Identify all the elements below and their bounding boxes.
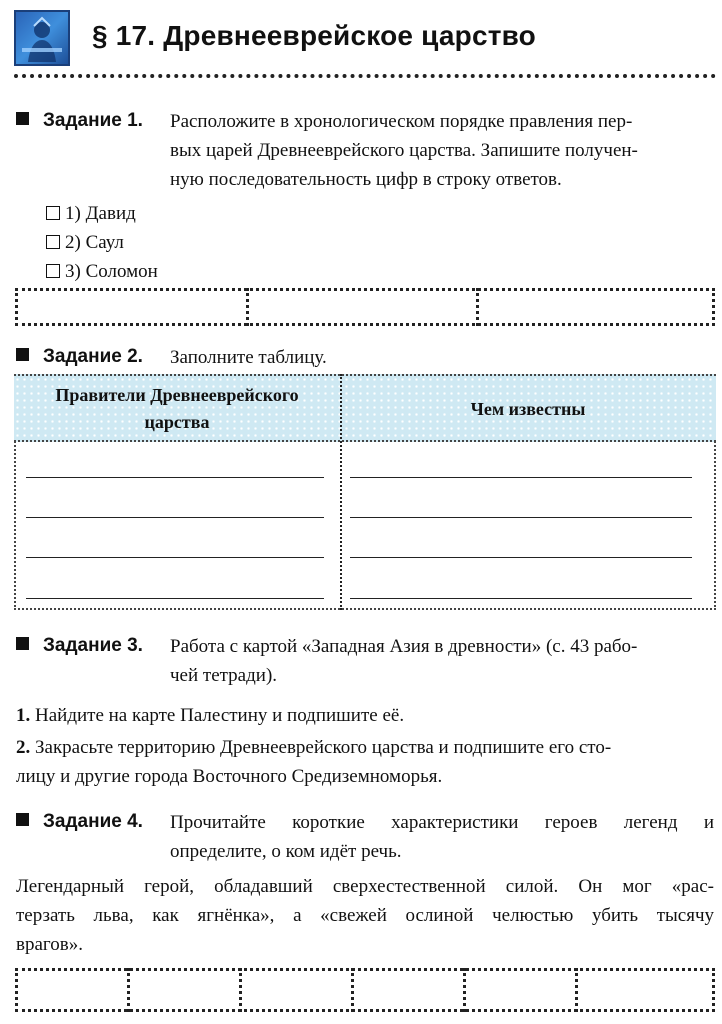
item-number: 2.	[16, 737, 31, 758]
task1-line: вых царей Древнееврейского царства. Запишите получен-	[170, 140, 638, 161]
item-number: 1.	[16, 705, 31, 726]
hero-line: врагов».	[16, 934, 83, 955]
task4-line: Прочитайте короткие характеристики героев легенд и	[170, 812, 714, 833]
option-solomon[interactable]	[46, 257, 158, 286]
task4-line: определите, о ком идёт речь.	[170, 841, 402, 862]
task1-text	[170, 107, 638, 194]
task1-header	[16, 106, 143, 136]
square-bullet-icon	[16, 348, 29, 361]
task3-line: чей тетради).	[170, 665, 278, 686]
task4-label: Задание 4.	[43, 811, 143, 832]
hero-line: терзать льва, как ягнёнка», а «свежей ослиной челюстью убить тысячу	[16, 905, 714, 926]
task3-item-2	[16, 733, 716, 791]
write-line[interactable]	[26, 598, 324, 599]
task1-line: ную последовательность цифр в строку ответов.	[170, 169, 562, 190]
task3-header	[16, 631, 143, 661]
table-header-rulers	[18, 382, 336, 436]
checkbox-icon[interactable]	[46, 264, 60, 278]
write-line[interactable]	[350, 557, 692, 558]
answer-cell-1[interactable]	[20, 293, 242, 321]
header-line: царства	[144, 412, 210, 432]
answer-cell-2[interactable]	[252, 293, 472, 321]
table-column-divider	[340, 374, 342, 610]
title-divider	[14, 74, 716, 78]
square-bullet-icon	[16, 112, 29, 125]
write-line[interactable]	[350, 477, 692, 478]
task3-item-1	[16, 701, 404, 730]
task4-answer-input[interactable]	[20, 973, 714, 1007]
square-bullet-icon	[16, 637, 29, 650]
write-line[interactable]	[26, 477, 324, 478]
answer-divider	[246, 288, 249, 326]
write-line[interactable]	[350, 598, 692, 599]
task2-header	[16, 342, 143, 372]
page-title: § 17. Древнееврейское царство	[92, 20, 536, 51]
option-label: 3) Соломон	[65, 261, 158, 282]
option-label: 1) Давид	[65, 203, 136, 224]
hero-description	[16, 872, 714, 959]
task2-label: Задание 2.	[43, 346, 143, 367]
write-line[interactable]	[26, 517, 324, 518]
hero-line: Легендарный герой, обладавший сверхестественной силой. Он мог «рас-	[16, 876, 714, 897]
task3-line: Работа с картой «Западная Азия в древности» (с. 43 рабо-	[170, 636, 638, 657]
answer-divider	[476, 288, 479, 326]
header-line: Правители Древнееврейского	[55, 385, 299, 405]
task4-header	[16, 807, 143, 837]
task3-label: Задание 3.	[43, 635, 143, 656]
item-text: Найдите на карте Палестину и подпишите её.	[35, 705, 405, 726]
task4-text	[170, 808, 714, 866]
answer-cell-3[interactable]	[482, 293, 710, 321]
option-saul[interactable]	[46, 228, 124, 257]
scribe-logo-icon	[14, 10, 70, 66]
checkbox-icon[interactable]	[46, 235, 60, 249]
checkbox-icon[interactable]	[46, 206, 60, 220]
task1-line: Расположите в хронологическом порядке правления пер-	[170, 111, 633, 132]
item-text: Закрасьте территорию Древнееврейского царства и подпишите его сто-	[35, 737, 612, 758]
scribe-figure-icon	[16, 12, 68, 64]
option-david[interactable]	[46, 199, 136, 228]
task1-label: Задание 1.	[43, 110, 143, 131]
write-line[interactable]	[350, 517, 692, 518]
task3-text	[170, 632, 637, 690]
option-label: 2) Саул	[65, 232, 124, 253]
square-bullet-icon	[16, 813, 29, 826]
table-header-known-for: Чем известны	[470, 399, 586, 419]
task2-text: Заполните таблицу.	[170, 347, 327, 368]
item-text: лицу и другие города Восточного Средиземноморья.	[16, 766, 443, 787]
write-line[interactable]	[26, 557, 324, 558]
